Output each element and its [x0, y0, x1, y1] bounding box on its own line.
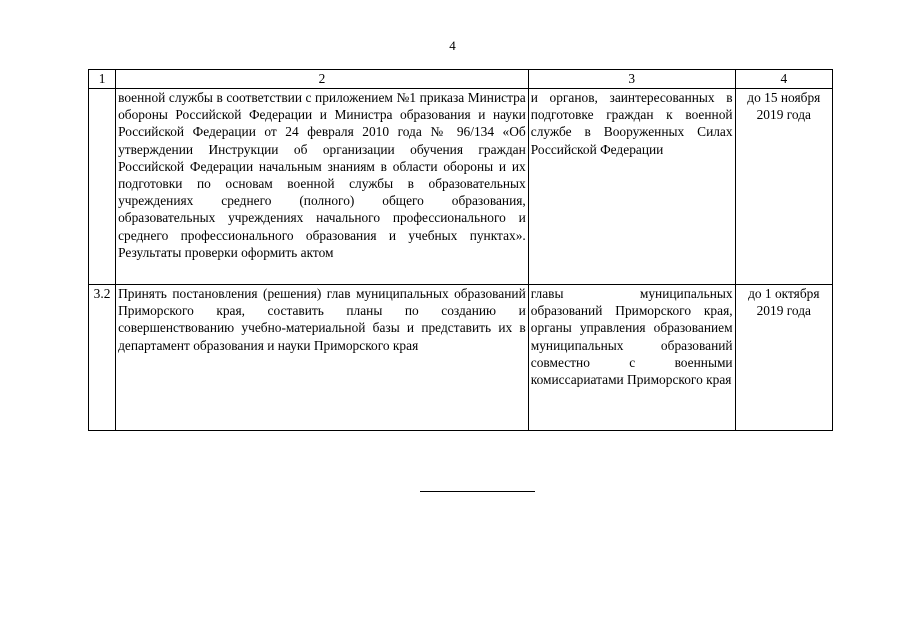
header-col-3: 3 — [528, 70, 735, 89]
responsible-parties: главы муниципальных образований Приморского края, органы управления образованием муниципальных образований совместно с военными комиссариатами Приморского края — [528, 285, 735, 431]
deadline: до 15 ноября 2019 года — [735, 89, 832, 285]
closing-divider-line — [420, 491, 535, 492]
page-number: 4 — [449, 38, 456, 53]
measures-table — [88, 69, 833, 431]
measure-content: военной службы в соответствии с приложением №1 приказа Министра обороны Российской Федерации и Министра образования и науки Российской Федерации от 24 февраля 2010 года № 96/134 «Об утверждении Инструкции об организации обучения граждан Российской Федерации начальным знаниям в области обороны и их подготовки по основам военной службы в образовательных учреждениях среднего (полного) общего образования, образовательных учреждениях начального профессионального и среднего профессионального образования и учебных пунктах». Результаты проверки оформить актом — [116, 89, 529, 285]
table-header-row — [89, 70, 833, 89]
row-number — [89, 89, 116, 285]
deadline: до 1 октября 2019 года — [735, 285, 832, 431]
header-col-1: 1 — [89, 70, 116, 89]
responsible-parties: и органов, заинтересованных в подготовке граждан к военной службе в Вооруженных Силах Российской Федерации — [528, 89, 735, 285]
table-row — [89, 285, 833, 431]
header-col-2: 2 — [116, 70, 529, 89]
measure-content: Принять постановления (решения) глав муниципальных образований Приморского края, составить планы по созданию и совершенствованию учебно-материальной базы и представить их в департамент образования и науки Приморского края — [116, 285, 529, 431]
row-number: 3.2 — [89, 285, 116, 431]
header-col-4: 4 — [735, 70, 832, 89]
table-row — [89, 89, 833, 285]
